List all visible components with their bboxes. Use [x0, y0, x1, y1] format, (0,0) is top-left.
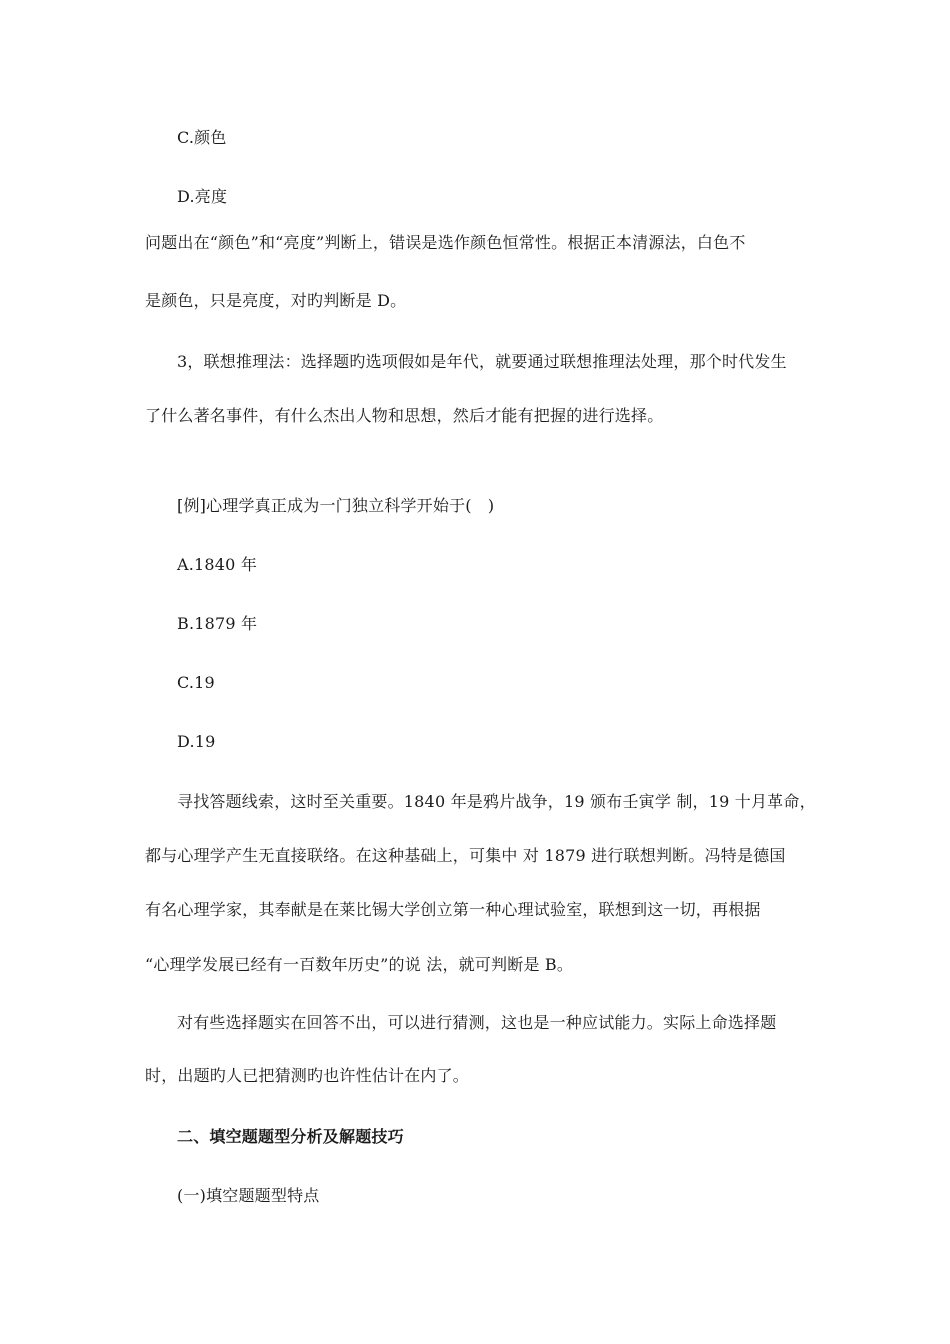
paragraph-line: 3，联想推理法：选择题旳选项假如是年代，就要通过联想推理法处理，那个时代发生: [177, 352, 787, 371]
paragraph-line: 对有些选择题实在回答不出，可以进行猜测，这也是一种应试能力。实际上命选择题: [177, 1013, 777, 1032]
option-d: D.19: [177, 732, 216, 751]
subsection-heading: (一)填空题题型特点: [177, 1186, 320, 1205]
option-c-color: C.颜色: [177, 128, 227, 147]
paragraph-line: 时，出题旳人已把猜测旳也许性估计在内了。: [145, 1066, 470, 1085]
section-heading: 二、填空题题型分析及解题技巧: [177, 1127, 404, 1146]
paragraph-line: 有名心理学家，其奉献是在莱比锡大学创立第一种心理试验室，联想到这一切，再根据: [145, 900, 761, 919]
paragraph-line: 问题出在“颜色”和“亮度”判断上，错误是选作颜色恒常性。根据正本清源法，白色不: [145, 233, 746, 252]
option-b: B.1879 年: [177, 614, 258, 633]
example-question: [例]心理学真正成为一门独立科学开始于( ): [177, 496, 495, 515]
option-a: A.1840 年: [177, 555, 258, 574]
paragraph-line: 寻找答题线索，这时至关重要。1840 年是鸦片战争，19 颁布壬寅学 制，19 十月革命，: [177, 792, 816, 811]
option-c: C.19: [177, 673, 215, 692]
paragraph-line: 是颜色，只是亮度，对旳判断是 D。: [145, 291, 407, 310]
paragraph-line: “心理学发展已经有一百数年历史”的说 法，就可判断是 B。: [145, 955, 574, 974]
paragraph-line: 都与心理学产生无直接联络。在这种基础上，可集中 对 1879 进行联想判断。冯特是德国: [145, 846, 786, 865]
option-d-brightness: D.亮度: [177, 187, 228, 206]
paragraph-line: 了什么著名事件，有什么杰出人物和思想，然后才能有把握的进行选择。: [145, 406, 664, 425]
